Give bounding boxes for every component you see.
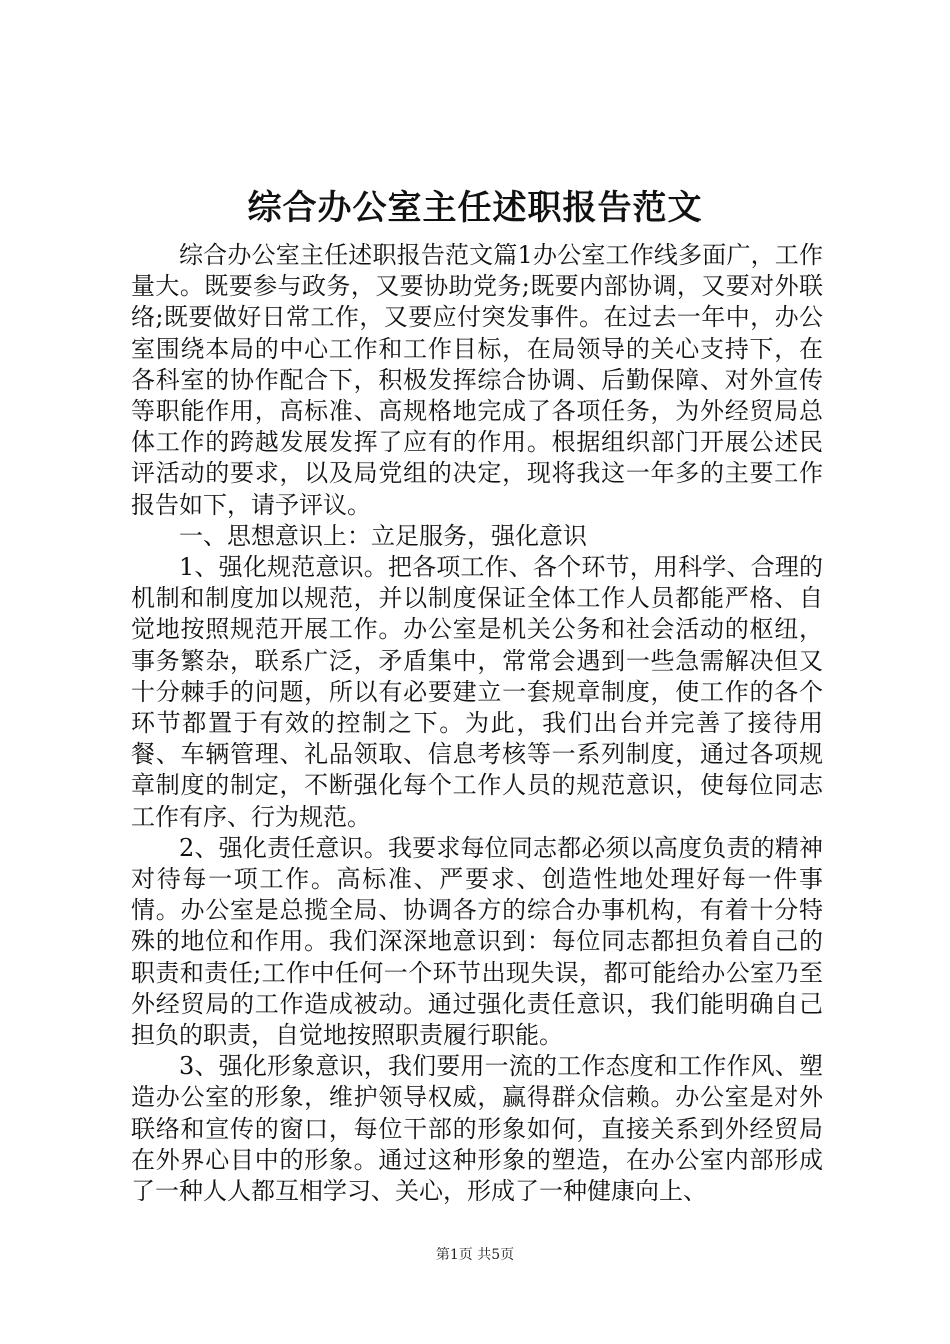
paragraph-responsibility-awareness: 2、强化责任意识。我要求每位同志都必须以高度负责的精神对待每一项工作。高标准、严要求、创造性地处理好每一件事情。办公室是总揽全局、协调各方的综合办事机构，有着十分特殊的地位和作用。我们深深地意识到：每位同志都担负着自己的职责和责任;工作中任何一个环节出现失误，都可能给办公室乃至外经贸局的工作造成被动。通过强化责任意识，我们能明确自己担负的职责，自觉地按照职责履行职能。	[131, 833, 823, 1050]
document-title: 综合办公室主任述职报告范文	[247, 188, 703, 228]
intro-paragraph: 综合办公室主任述职报告范文篇1办公室工作线多面广，工作量大。既要参与政务，又要协助党务;既要内部协调，又要对外联络;既要做好日常工作，又要应付突发事件。在过去一年中，办公室围绕本局的中心工作和工作目标，在局领导的关心支持下，在各科室的协作配合下，积极发挥综合协调、后勤保障、对外宣传等职能作用，高标准、高规格地完成了各项任务，为外经贸局总体工作的跨越发展发挥了应有的作用。根据组织部门开展公述民评活动的要求，以及局党组的决定，现将我这一年多的主要工作报告如下，请予评议。	[131, 241, 823, 519]
document-body	[131, 240, 823, 1207]
paragraph-normative-awareness: 1、强化规范意识。把各项工作、各个环节，用科学、合理的机制和制度加以规范，并以制度保证全体工作人员都能严格、自觉地按照规范开展工作。办公室是机关公务和社会活动的枢纽，事务繁杂，联系广泛，矛盾集中，常常会遇到一些急需解决但又十分棘手的问题，所以有必要建立一套规章制度，使工作的各个环节都置于有效的控制之下。为此，我们出台并完善了接待用餐、车辆管理、礼品领取、信息考核等一系列制度，通过各项规章制度的制定，不断强化每个工作人员的规范意识，使每位同志工作有序、行为规范。	[131, 553, 823, 831]
paragraph-image-awareness: 3、强化形象意识，我们要用一流的工作态度和工作作风、塑造办公室的形象，维护领导权威，赢得群众信赖。办公室是对外联络和宣传的窗口，每位干部的形象如何，直接关系到外经贸局在外界心目中的形象。通过这种形象的塑造，在办公室内部形成了一种人人都互相学习、关心，形成了一种健康向上、	[131, 1052, 823, 1206]
section-heading: 一、思想意识上：立足服务，强化意识	[179, 521, 587, 550]
page-number-footer: 第1页 共5页	[435, 1247, 515, 1263]
